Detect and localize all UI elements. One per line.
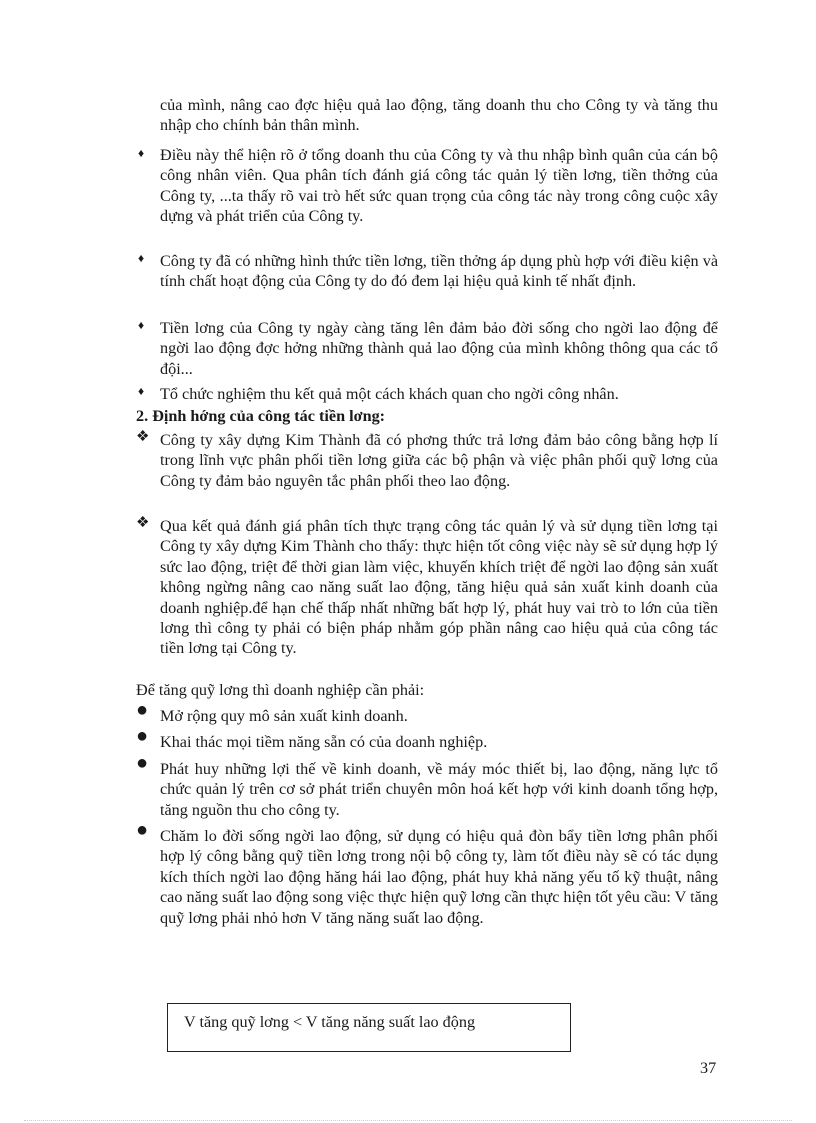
diamond-bullet-icon: ♦	[138, 318, 145, 332]
requirement-item: Phát huy những lợi thế về kinh doanh, về máy móc thiết bị, lao động, năng lực tổ chức quản lý trên cơ sở phát triển chuyên môn hoá kết hợp với kinh doanh tổng hợp, tăng nguồn thu cho công ty.	[160, 760, 718, 819]
dot-bullet-icon: ●	[136, 819, 149, 841]
four-diamond-bullet-icon: ❖	[136, 515, 150, 531]
requirement-item: Khai thác mọi tiềm năng sẵn có của doanh nghiệp.	[160, 733, 488, 751]
diamond-bullet-icon: ♦	[138, 146, 145, 160]
paragraph-salary-forms: Công ty đã có những hình thức tiền lơng, tiền thởng áp dụng phù hợp với điều kiện và tính chất hoạt động của Công ty do đó đem lại hiệu quả kinh tế nhất định.	[160, 252, 718, 291]
dot-bullet-icon: ●	[136, 752, 149, 774]
dot-bullet-icon: ●	[136, 725, 149, 747]
paragraph-acceptance: Tổ chức nghiệm thu kết quả một cách khách quan cho ngời công nhân.	[160, 385, 619, 403]
requirement-item: Mở rộng quy mô sản xuất kinh doanh.	[160, 707, 408, 725]
diamond-bullet-icon: ♦	[138, 251, 145, 265]
diamond-bullet-icon: ♦	[138, 384, 145, 398]
page-number: 37	[700, 1059, 717, 1077]
page-bottom-divider	[24, 1120, 792, 1121]
paragraph-continuation: của mình, nâng cao đợc hiệu quả lao động, tăng doanh thu cho Công ty và tăng thu nhập cho chính bản thân mình.	[160, 96, 718, 135]
paragraph-salary-growth: Tiền lơng của Công ty ngày càng tăng lên đảm bảo đời sống cho ngời lao động để ngời lao động đợc hởng những thành quả lao động của mình không thông qua các tổ đội...	[160, 319, 718, 378]
orientation-point-2: Qua kết quả đánh giá phân tích thực trạng công tác quản lý và sử dụng tiền lơng tại Công ty xây dựng Kim Thành cho thấy: thực hiện tốt công việc này sẽ sử dụng hợp lý sức lao động, triệt để thời gian làm việc, khuyến khích triệt để ngời lao động sản xuất không ngừng nâng cao năng suất lao động, tăng hiệu quả sản xuất kinh doanh của doanh nghiệp.để hạn chế thấp nhất những bất hợp lý, phát huy vai trò to lớn của tiền lơng thì công ty phải có biện pháp nhằm góp phần nâng cao hiệu quả của công tác tiền lơng tại Công ty.	[160, 517, 718, 658]
paragraph-revenue: Điều này thể hiện rõ ở tổng doanh thu của Công ty và thu nhập bình quân của cán bộ công nhân viên. Qua phân tích đánh giá công tác quản lý tiền lơng, tiền thởng của Công ty, ...ta thấy rõ vai trò hết sức quan trọng của công tác này trong công cuộc xây dựng và phát triển của Công ty.	[160, 146, 718, 226]
requirement-intro: Để tăng quỹ lơng thì doanh nghiệp cần phải:	[136, 681, 425, 699]
section-heading: 2. Định hớng của công tác tiền lơng:	[136, 407, 386, 425]
formula-text: V tăng quỹ lơng < V tăng năng suất lao động	[184, 1013, 476, 1031]
dot-bullet-icon: ●	[136, 699, 149, 721]
requirement-item: Chăm lo đời sống ngời lao động, sử dụng có hiệu quả đòn bẩy tiền lơng phân phối hợp lý công bằng quỹ tiền lơng trong nội bộ công ty, làm tốt điều này sẽ có tác dụng kích thích ngời lao động hăng hái lao động, phát huy khả năng yếu tố kỹ thuật, nâng cao năng suất lao động song việc thực hiện quỹ lơng cần thực hiện tốt yêu cầu: V tăng quỹ lơng phải nhỏ hơn V tăng năng suất lao động.	[160, 827, 718, 927]
formula-box	[167, 1003, 571, 1052]
orientation-point-1: Công ty xây dựng Kim Thành đã có phơng thức trả lơng đảm bảo công bằng hợp lí trong lĩnh vực phân phối tiền lơng giữa các bộ phận và việc phân phối quỹ lơng của Công ty đảm bảo nguyên tắc phân phối theo lao động.	[160, 431, 718, 490]
four-diamond-bullet-icon: ❖	[136, 429, 150, 445]
